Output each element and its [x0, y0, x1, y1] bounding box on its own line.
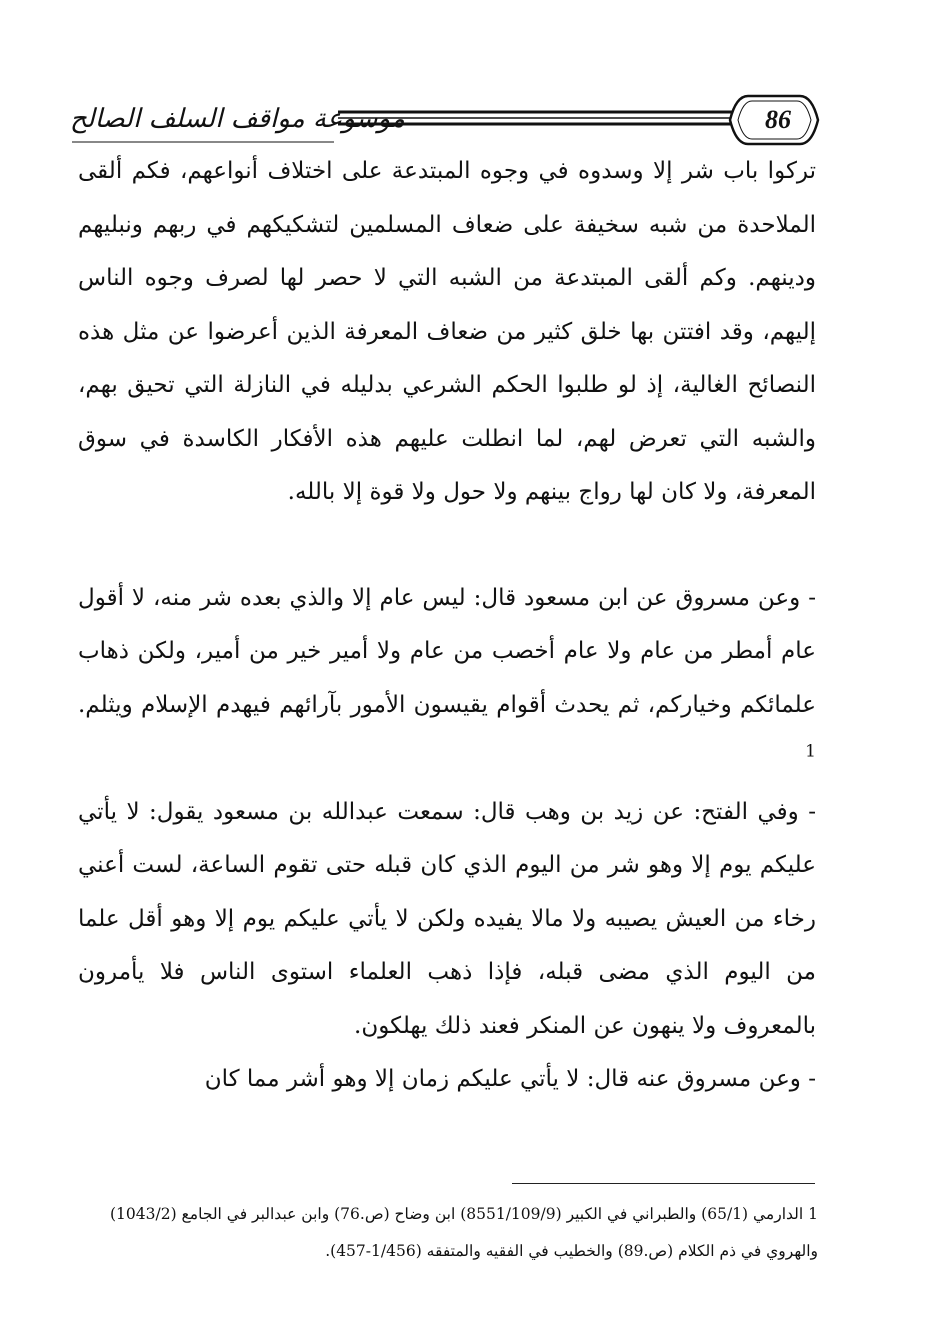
- page-header: [0, 0, 926, 160]
- paragraph-1: تركوا باب شر إلا وسدوه في وجوه المبتدعة على اختلاف أنواعهم، فكم ألقى الملاحدة من شبه سخيفة على ضعاف المسلمين لتشكيكهم في ربهم ونبليهم ودينهم. وكم ألقى المبتدعة من الشبه التي لا حصر لها لصرف وجوه الناس إليهم، وقد افتتن بها خلق كثير من ضعاف المعرفة الذين أعرضوا عن مثل هذه النصائح الغالية، إذ لو طلبوا الحكم الشرعي بدليله في النازلة التي تحيق بهم، والشبه التي تعرض لهم، لما انطلت عليهم هذه الأفكار الكاسدة في سوق المعرفة، ولا كان لها رواج بينهم ولا حول ولا قوة إلا بالله.: [78, 158, 816, 505]
- footnote-reference: 1: [805, 741, 816, 762]
- footnote-line-2: والهروي في ذم الكلام (ص.89) والخطيب في الفقيه والمتفقه (1/456-457).: [325, 1242, 818, 1260]
- footnote-line-1: 1 الدارمي (65/1) والطبراني في الكبير (8551/109/9) ابن وضاح (ص.76) وابن عبدالبر في الجامع (1043/2): [109, 1205, 818, 1223]
- paragraph-3: - وفي الفتح: عن زيد بن وهب قال: سمعت عبدالله بن مسعود يقول: لا يأتي عليكم يوم إلا وهو شر من اليوم الذي كان قبله حتى تقوم الساعة، لست أعني رخاء من العيش يصيبه ولا مالا يفيده ولكن لا يأتي عليكم يوم إلا وهو أقل علما من اليوم الذي مضى قبله، فإذا ذهب العلماء استوى الناس فلا يأمرون بالمعروف ولا ينهون عن المنكر فعند ذلك يهلكون.: [78, 798, 816, 1039]
- paragraph-2-text: - وعن مسروق عن ابن مسعود قال: ليس عام إلا والذي بعده شر منه، لا أقول عام أمطر من عام ولا عام أخصب من عام ولا أمير خير من أمير، ولكن ذهاب علمائكم وخياركم، ثم يحدث أقوام يقيسون الأمور بآرائهم فيهدم الإسلام ويثلم.: [78, 584, 816, 718]
- footnotes: [72, 1196, 818, 1270]
- paragraph-2: [78, 572, 816, 786]
- book-title: موسوعة مواقف السلف الصالح: [70, 104, 405, 134]
- paragraph-4: - وعن مسروق عنه قال: لا يأتي عليكم زمان إلا وهو أشر مما كان: [204, 1066, 816, 1092]
- paragraph-gap: [78, 520, 816, 572]
- footnote-separator: [512, 1183, 815, 1184]
- page-number: 86: [765, 105, 791, 134]
- page-body: [78, 145, 816, 1107]
